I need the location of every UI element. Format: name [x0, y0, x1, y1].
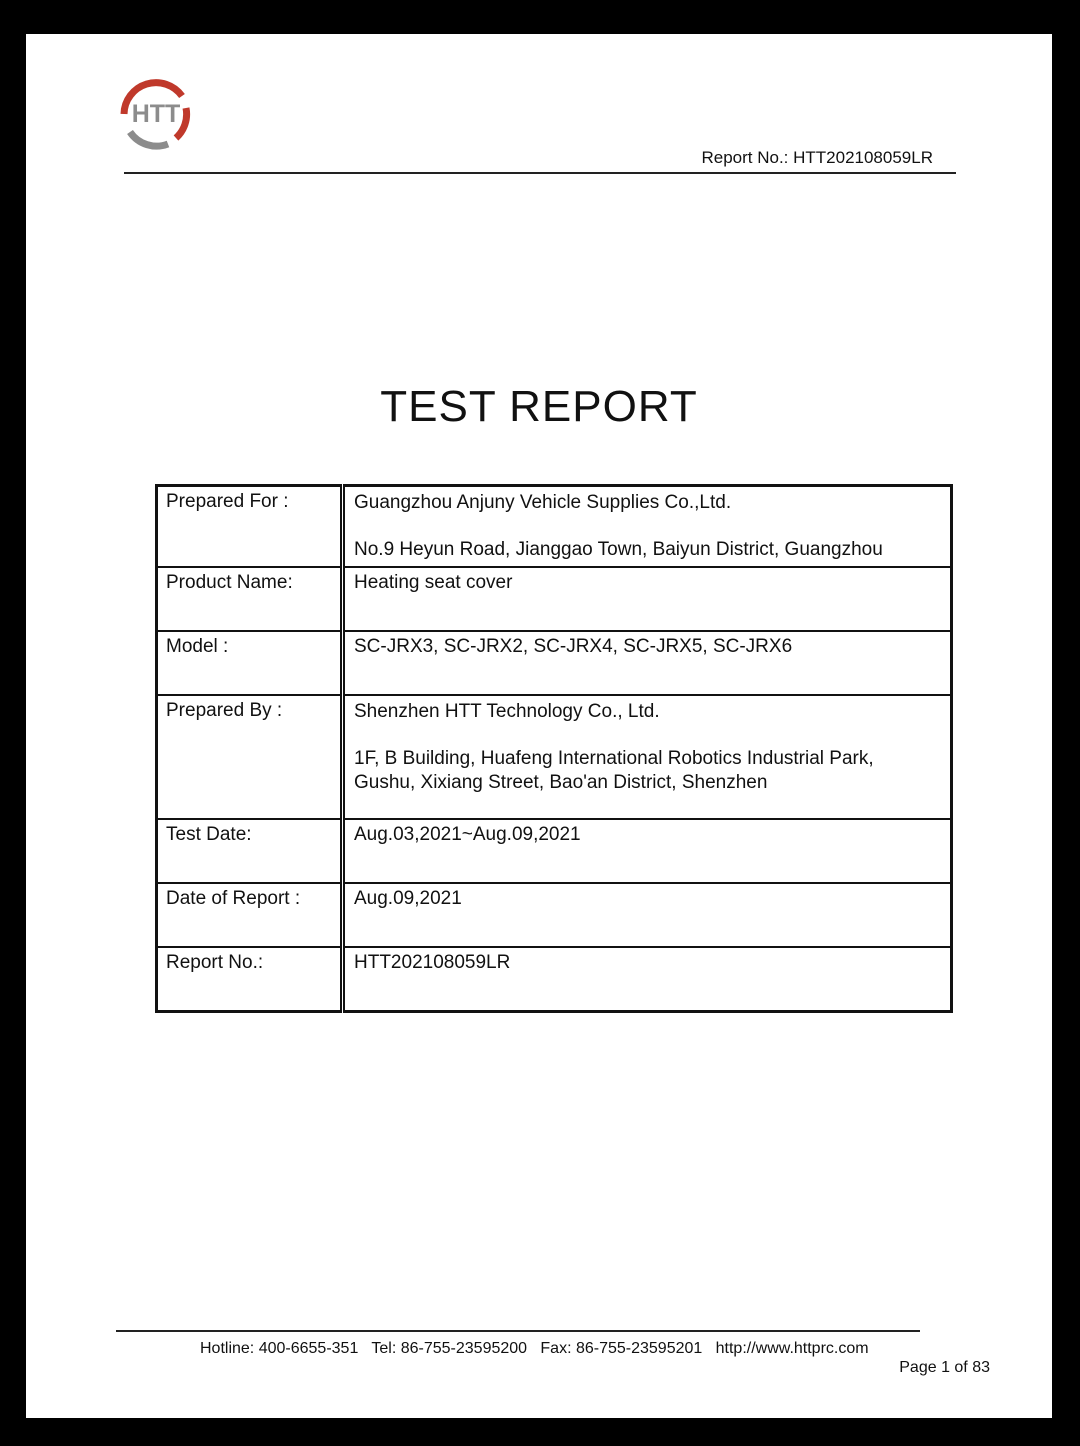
- header-divider: [124, 172, 956, 174]
- table-row-report-no: [157, 947, 952, 1012]
- table-row-date-of-report: [157, 883, 952, 947]
- page-number: Page 1 of 83: [899, 1359, 990, 1376]
- prepared-for-label: Prepared For :: [157, 486, 343, 568]
- date-of-report-label: Date of Report :: [157, 883, 343, 947]
- footer-divider: [116, 1330, 920, 1332]
- page-title: TEST REPORT: [380, 382, 698, 431]
- model-value: SC-JRX3, SC-JRX2, SC-JRX4, SC-JRX5, SC-JRX6: [343, 631, 952, 695]
- prepared-by-company: Shenzhen HTT Technology Co., Ltd.: [354, 701, 660, 722]
- htt-logo: [116, 74, 196, 154]
- table-row-product-name: [157, 567, 952, 631]
- report-no-label: Report No.:: [157, 947, 343, 1012]
- prepared-by-label: Prepared By :: [157, 695, 343, 819]
- table-row-model: [157, 631, 952, 695]
- prepared-for-company: Guangzhou Anjuny Vehicle Supplies Co.,Ltd.: [354, 492, 732, 513]
- test-date-value: Aug.03,2021~Aug.09,2021: [343, 819, 952, 883]
- prepared-by-value: [343, 695, 952, 819]
- prepared-for-address: No.9 Heyun Road, Jianggao Town, Baiyun District, Guangzhou: [354, 539, 883, 560]
- product-name-label: Product Name:: [157, 567, 343, 631]
- prepared-by-address-line2: Gushu, Xixiang Street, Bao'an District, Shenzhen: [354, 772, 768, 793]
- table-row-prepared-by: [157, 695, 952, 819]
- report-info-table: [155, 484, 953, 1013]
- product-name-value: Heating seat cover: [343, 567, 952, 631]
- table-row-prepared-for: [157, 486, 952, 568]
- logo-text: HTT: [131, 100, 181, 128]
- table-row-test-date: [157, 819, 952, 883]
- prepared-by-address-line1: 1F, B Building, Huafeng International Robotics Industrial Park,: [354, 748, 874, 769]
- header-report-number: Report No.: HTT202108059LR: [701, 148, 933, 167]
- report-page: [26, 34, 1052, 1418]
- test-date-label: Test Date:: [157, 819, 343, 883]
- model-label: Model :: [157, 631, 343, 695]
- footer-contact: Hotline: 400-6655-351 Tel: 86-755-23595200 Fax: 86-755-23595201 http://www.httprc.com: [200, 1340, 869, 1357]
- date-of-report-value: Aug.09,2021: [343, 883, 952, 947]
- report-no-value: HTT202108059LR: [343, 947, 952, 1012]
- prepared-for-value: [343, 486, 952, 568]
